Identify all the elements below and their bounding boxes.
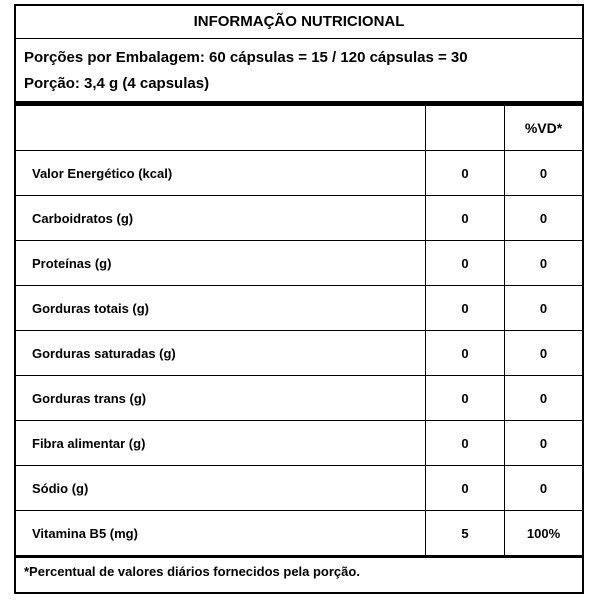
table-row xyxy=(16,196,582,241)
nutrient-dv: 0 xyxy=(505,466,583,511)
nutrient-amount: 5 xyxy=(426,511,505,556)
table-row xyxy=(16,241,582,286)
nutrient-name: Gorduras trans (g) xyxy=(16,376,426,421)
nutrient-name: Sódio (g) xyxy=(16,466,426,511)
table-row xyxy=(16,466,582,511)
footnote: *Percentual de valores diários fornecidos pela porção. xyxy=(24,564,360,579)
nutrient-amount: 0 xyxy=(426,286,505,331)
table-row xyxy=(16,511,582,556)
nutrient-dv: 0 xyxy=(505,376,583,421)
nutrient-amount: 0 xyxy=(426,241,505,286)
label-title: INFORMAÇÃO NUTRICIONAL xyxy=(16,6,582,39)
nutrition-facts-label xyxy=(14,4,584,594)
nutrient-dv: 0 xyxy=(505,331,583,376)
nutrient-dv: 0 xyxy=(505,241,583,286)
nutrient-amount: 0 xyxy=(426,421,505,466)
nutrient-amount: 0 xyxy=(426,196,505,241)
nutrient-name: Vitamina B5 (mg) xyxy=(32,525,138,541)
nutrient-name: Proteínas (g) xyxy=(16,241,426,286)
header-amount-cell xyxy=(426,106,505,151)
servings-per-package: Porções por Embalagem: 60 cápsulas = 15 / 120 cápsulas = 30 xyxy=(24,49,468,66)
nutrition-table xyxy=(16,106,582,555)
table-row xyxy=(16,151,582,196)
nutrient-dv: 0 xyxy=(505,196,583,241)
nutrient-dv: 0 xyxy=(505,286,583,331)
nutrient-dv: 0 xyxy=(505,151,583,196)
nutrient-dv: 0 xyxy=(505,421,583,466)
nutrient-name: Carboidratos (g) xyxy=(16,196,426,241)
nutrient-amount: 0 xyxy=(426,331,505,376)
nutrient-amount: 0 xyxy=(426,466,505,511)
nutrient-amount: 0 xyxy=(426,151,505,196)
nutrient-amount: 0 xyxy=(426,376,505,421)
table-row xyxy=(16,286,582,331)
nutrient-name: Gorduras totais (g) xyxy=(16,286,426,331)
table-header-row xyxy=(16,106,582,151)
nutrient-dv: 100% xyxy=(505,511,583,556)
nutrient-name: Valor Energético (kcal) xyxy=(16,151,426,196)
serving-size: Porção: 3,4 g (4 capsulas) xyxy=(24,75,210,92)
header-name-cell xyxy=(16,106,426,151)
nutrient-name: Fibra alimentar (g) xyxy=(16,421,426,466)
table-row xyxy=(16,331,582,376)
nutrient-name: Gorduras saturadas (g) xyxy=(16,331,426,376)
table-row xyxy=(16,421,582,466)
header-dv-cell: %VD* xyxy=(505,106,583,151)
table-row xyxy=(16,376,582,421)
